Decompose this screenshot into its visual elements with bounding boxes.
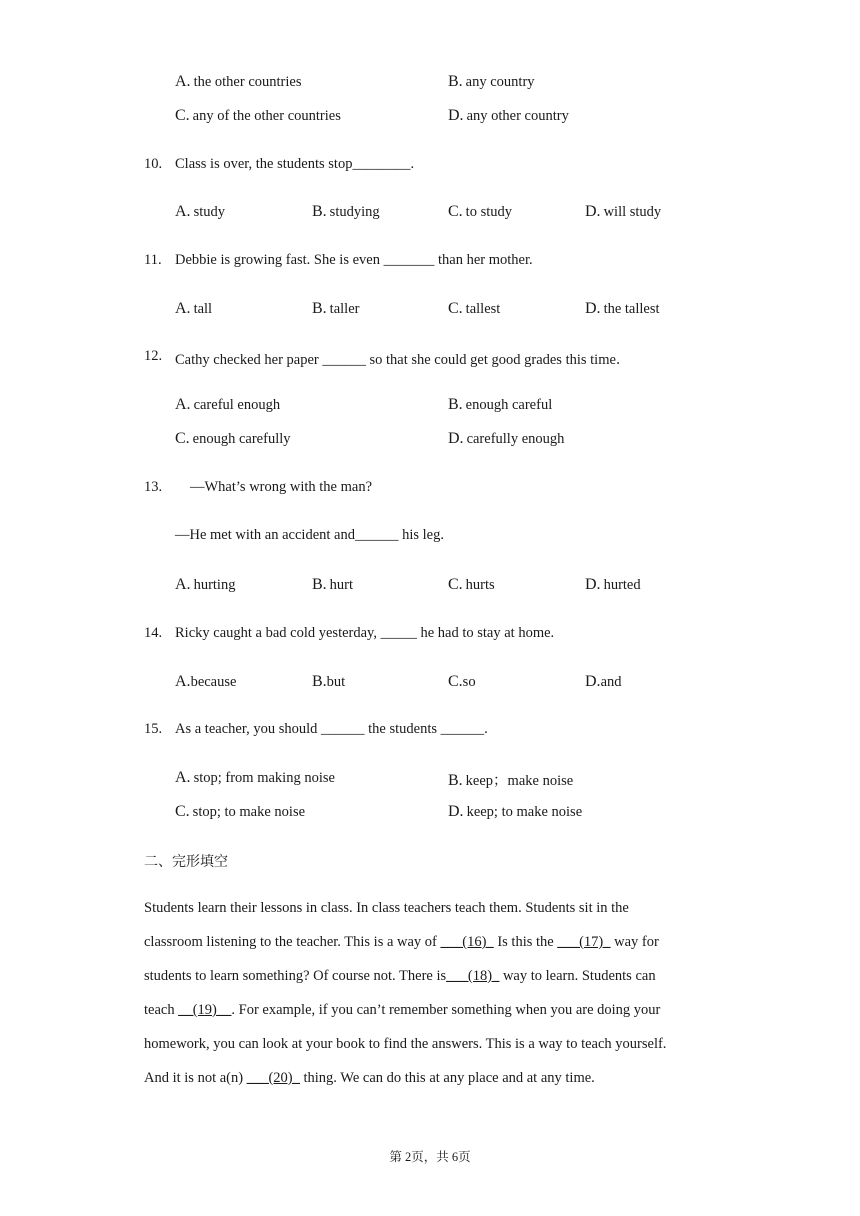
option-d bbox=[448, 430, 564, 448]
question-number: 13. bbox=[144, 479, 163, 495]
passage-line bbox=[144, 1002, 660, 1019]
option-c bbox=[448, 576, 495, 594]
option-a bbox=[175, 769, 335, 787]
option-a bbox=[175, 203, 225, 221]
option-text: carefully enough bbox=[466, 431, 565, 447]
option-c bbox=[448, 673, 476, 691]
option-text: taller bbox=[329, 301, 360, 317]
question-number: 12. bbox=[144, 348, 163, 364]
passage-text: way for bbox=[610, 934, 659, 950]
option-c bbox=[175, 803, 305, 821]
blank-18: ___(18)_ bbox=[446, 968, 500, 984]
passage-line bbox=[144, 900, 629, 917]
option-b bbox=[448, 396, 552, 414]
option-text: careful enough bbox=[193, 397, 281, 413]
section-heading: 二、完形填空 bbox=[144, 854, 228, 870]
question-number: 15. bbox=[144, 721, 163, 737]
option-letter: D. bbox=[585, 673, 601, 690]
option-text: the tallest bbox=[603, 301, 660, 317]
option-b bbox=[312, 576, 353, 594]
option-letter: C. bbox=[448, 576, 463, 593]
option-letter: D. bbox=[448, 430, 464, 447]
option-letter: D. bbox=[585, 300, 601, 317]
question-number: 11. bbox=[144, 252, 162, 268]
option-letter: B. bbox=[448, 73, 463, 90]
option-letter: A. bbox=[175, 300, 191, 317]
option-a bbox=[175, 673, 236, 691]
option-text: stop; to make noise bbox=[192, 804, 306, 820]
option-letter: B. bbox=[448, 772, 463, 789]
q9-option-b bbox=[448, 73, 535, 91]
blank-16: ___(16)_ bbox=[440, 934, 494, 950]
option-text: study bbox=[193, 204, 225, 220]
option-text: will study bbox=[603, 204, 662, 220]
option-text: tall bbox=[193, 301, 213, 317]
option-text: enough carefully bbox=[192, 431, 291, 447]
option-a bbox=[175, 576, 235, 594]
passage-text: thing. We can do this at any place and at any time. bbox=[299, 1070, 595, 1086]
option-text: any country bbox=[465, 74, 535, 90]
passage-text: teach bbox=[144, 1002, 179, 1018]
option-text: and bbox=[600, 674, 622, 690]
question-text: Debbie is growing fast. She is even _______ than her mother. bbox=[175, 252, 533, 268]
option-text: because bbox=[190, 674, 237, 690]
option-c bbox=[448, 203, 512, 221]
passage-text: And it is not a(n) bbox=[144, 1070, 247, 1086]
option-letter: B. bbox=[312, 576, 327, 593]
option-letter: C. bbox=[175, 803, 190, 820]
option-text: keep; to make noise bbox=[466, 804, 583, 820]
q9-option-a bbox=[175, 73, 301, 91]
option-letter: B. bbox=[312, 673, 327, 690]
option-text: any other country bbox=[466, 108, 569, 124]
option-text: enough careful bbox=[465, 397, 553, 413]
option-text: hurting bbox=[193, 577, 236, 593]
blank-19: __(19)__ bbox=[178, 1002, 232, 1018]
option-letter: A. bbox=[175, 769, 191, 786]
option-d bbox=[448, 803, 582, 821]
option-letter: A. bbox=[175, 203, 191, 220]
option-letter: A. bbox=[175, 396, 191, 413]
q9-option-c bbox=[175, 107, 341, 125]
option-text: to study bbox=[465, 204, 512, 220]
option-d bbox=[585, 576, 641, 594]
question-number: 10. bbox=[144, 156, 163, 172]
passage-line bbox=[144, 968, 656, 985]
option-text: so bbox=[462, 674, 476, 690]
option-letter: D. bbox=[585, 203, 601, 220]
option-letter: B. bbox=[312, 300, 327, 317]
option-text: tallest bbox=[465, 301, 501, 317]
question-text: Cathy checked her paper ______ so that she could get good grades this time． bbox=[175, 352, 631, 368]
option-letter: D. bbox=[448, 803, 464, 820]
question-text: As a teacher, you should ______ the students ______. bbox=[175, 721, 488, 737]
passage-text: . For example, if you can’t remember something when you are doing your bbox=[231, 1002, 661, 1018]
option-b bbox=[312, 203, 380, 221]
option-d bbox=[585, 203, 661, 221]
question-number: 14. bbox=[144, 625, 163, 641]
question-text: Class is over, the students stop________. bbox=[175, 156, 415, 172]
passage-line bbox=[144, 934, 659, 951]
option-text: stop; from making noise bbox=[193, 770, 335, 786]
option-letter: C. bbox=[175, 430, 190, 447]
option-text: hurts bbox=[465, 577, 495, 593]
option-letter: C. bbox=[448, 300, 463, 317]
blank-17: ___(17)_ bbox=[557, 934, 611, 950]
passage-text: classroom listening to the teacher. This is a way of bbox=[144, 934, 441, 950]
option-d bbox=[585, 300, 660, 318]
option-a bbox=[175, 396, 280, 414]
option-letter: D. bbox=[448, 107, 464, 124]
passage-line bbox=[144, 1036, 666, 1053]
option-text: hurt bbox=[329, 577, 354, 593]
option-letter: A. bbox=[175, 576, 191, 593]
passage-text: homework, you can look at your book to find the answers. This is a way to teach yourself. bbox=[144, 1036, 667, 1052]
passage-text: students to learn something? Of course not. There is bbox=[144, 968, 447, 984]
option-text: the other countries bbox=[193, 74, 302, 90]
option-text: studying bbox=[329, 204, 380, 220]
passage-text: way to learn. Students can bbox=[499, 968, 656, 984]
option-letter: D. bbox=[585, 576, 601, 593]
option-letter: C. bbox=[448, 203, 463, 220]
option-letter: B. bbox=[312, 203, 327, 220]
option-d bbox=[585, 673, 622, 691]
question-text-response: —He met with an accident and______ his leg. bbox=[175, 527, 444, 543]
option-c bbox=[448, 300, 500, 318]
option-letter: C. bbox=[448, 673, 463, 690]
option-b bbox=[312, 300, 359, 318]
option-text: any of the other countries bbox=[192, 108, 341, 124]
option-b bbox=[312, 673, 345, 691]
option-letter: A. bbox=[175, 73, 191, 90]
option-letter: B. bbox=[448, 396, 463, 413]
option-text: keep；make noise bbox=[465, 773, 574, 789]
passage-text: Students learn their lessons in class. In class teachers teach them. Students sit in the bbox=[144, 900, 629, 916]
option-b bbox=[448, 769, 573, 790]
passage-text: Is this the bbox=[493, 934, 558, 950]
page-footer: 第 2页，共 6页 bbox=[389, 1150, 471, 1164]
passage-line bbox=[144, 1070, 595, 1087]
option-a bbox=[175, 300, 212, 318]
option-c bbox=[175, 430, 291, 448]
option-text: but bbox=[326, 674, 346, 690]
q9-option-d bbox=[448, 107, 569, 125]
option-letter: A. bbox=[175, 673, 191, 690]
question-text: —What’s wrong with the man? bbox=[190, 479, 373, 495]
option-text: hurted bbox=[603, 577, 641, 593]
question-text: Ricky caught a bad cold yesterday, _____ he had to stay at home. bbox=[175, 625, 555, 641]
blank-20: ___(20)_ bbox=[246, 1070, 300, 1086]
option-letter: C. bbox=[175, 107, 190, 124]
